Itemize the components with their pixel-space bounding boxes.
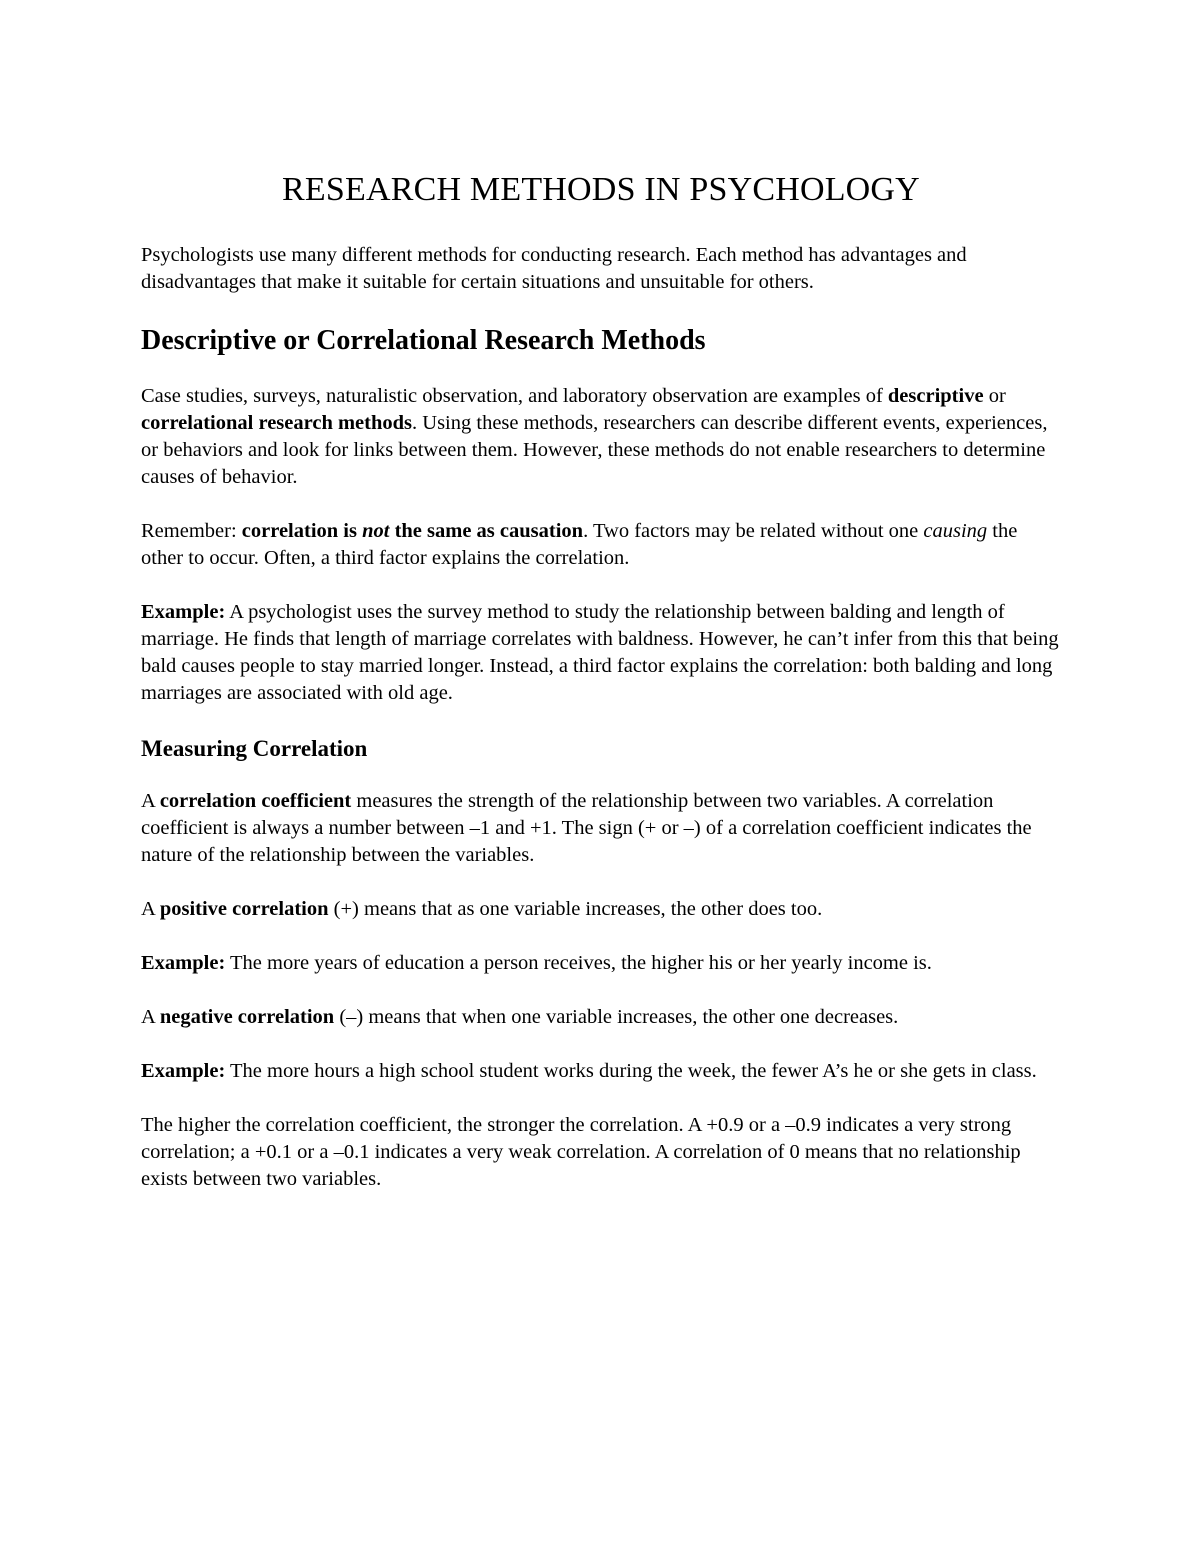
text-run: or [983,385,1006,407]
text-run: Case studies, surveys, naturalistic observation, and laboratory observation are examples of [141,385,888,407]
bold-term-negative: negative correlation [159,1006,335,1028]
section-heading-measuring: Measuring Correlation [141,736,368,761]
text-run: A [141,1006,160,1028]
strength-paragraph: The higher the correlation coefficient, the stronger the correlation. A +0.9 or a –0.9 indicates a very strong correlation; a +0.1 or a –0.1 indicates a very weak correlation. A correlation of 0 means that no relationship exists between two variables. [141,1114,1021,1190]
italic-causing: causing [923,520,988,542]
example-label: Example: [141,1060,226,1082]
text-run: (–) means that when one variable increases, the other one decreases. [334,1006,899,1028]
section-heading-descriptive: Descriptive or Correlational Research Methods [141,325,706,356]
text-run: A psychologist uses the survey method to study the relationship between balding and length of marriage. He finds that length of marriage correlates with baldness. However, he can’t infer from this that being bald causes people to stay married longer. Instead, a third factor explains the correlation: both balding and long marriages are associated with old age. [141,601,1059,704]
bold-term-positive: positive correlation [159,898,329,920]
example-label: Example: [141,952,226,974]
example-label: Example: [141,601,226,623]
bold-term-coefficient: correlation coefficient [159,790,352,812]
descriptive-methods-paragraph [141,383,1061,491]
example-balding-paragraph [141,599,1061,707]
text-run: Remember: [141,520,242,542]
text-run: the other to occur. Often, a third factor explains the correlation. [141,520,1018,569]
bold-phrase [242,520,583,542]
text-run: measures the strength of the relationship between two variables. A correlation coefficient is always a number between –1 and +1. The sign (+ or –) of a correlation coefficient indicates the nature of the relationship between the variables. [141,790,1032,866]
bold-term-correlational: correlational research methods [141,412,413,434]
remember-paragraph [141,518,1061,572]
document-page [141,168,1061,1220]
bold-term-descriptive: descriptive [887,385,984,407]
document-title: RESEARCH METHODS IN PSYCHOLOGY [282,171,920,208]
bold-run: the same as causation [389,520,584,542]
text-run: A [141,898,160,920]
text-run: (+) means that as one variable increases, the other does too. [328,898,823,920]
text-run: . Using these methods, researchers can describe different events, experiences, or behaviors and look for links between them. However, these methods do not enable researchers to determine causes of behavior. [141,412,1048,488]
example-student-paragraph [141,1058,1061,1085]
text-run: The more hours a high school student works during the week, the fewer A’s he or she gets in class. [225,1060,1037,1082]
italic-not: not [362,520,390,542]
bold-run: correlation is [241,520,363,542]
negative-correlation-paragraph [141,1004,1061,1031]
text-run: The more years of education a person receives, the higher his or her yearly income is. [225,952,932,974]
text-run: . Two factors may be related without one [583,520,924,542]
text-run: A [141,790,160,812]
positive-correlation-paragraph [141,896,1061,923]
example-education-paragraph [141,950,1061,977]
intro-paragraph: Psychologists use many different methods for conducting research. Each method has advantages and disadvantages that make it suitable for certain situations and unsuitable for others. [141,244,967,293]
coefficient-paragraph [141,788,1061,869]
